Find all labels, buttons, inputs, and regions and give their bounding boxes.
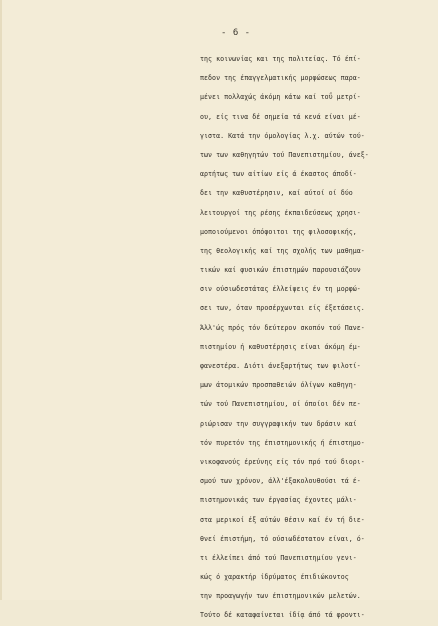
text-line: κώς ό χαρακτήρ ίδρύματος έπιδιώκοντος	[200, 573, 349, 582]
text-line: γιστα. Κατά την όμολογίας λ.χ. αύτών τού-	[200, 131, 365, 140]
text-line: σει των, όταν προσέρχωνται είς έξετάσεις.	[200, 304, 365, 313]
text-line: της κοινωνίας και της πολιτείας. Τό έπί-	[200, 55, 361, 63]
text-line: αρτήτως των αίτίων είς ά έκαστος άποδί-	[200, 170, 357, 179]
text-line: θνεί έπιστήμη, τό ούσιωδέστατον είναι, ό-	[200, 534, 365, 543]
text-line: ου, είς τινα δέ σημεία τά κενά είναι μέ-	[200, 112, 361, 121]
text-line: την προαγωγήν των έπιστημονικών μελετών.	[200, 592, 361, 601]
text-line: στα μερικοί έξ αύτών θέσιν καί έν τή διε-	[200, 515, 365, 524]
text-line: των των καθηγητών τού Πανεπιστημίου, άνεξ-	[200, 150, 369, 159]
text-line: δει την καθυστέρησιν, καί αύτοί οί δύο	[200, 189, 353, 198]
text-line: μοποιούμενοι όπόφοιτοι της φιλοσοφικής,	[200, 227, 357, 236]
text-line: νικοφανούς έρεύνης είς τόν πρό τού διορι-	[200, 457, 365, 466]
text-line: Άλλ'ώς πρός τόν δεύτερον σκοπόν τού Πανε-	[200, 323, 365, 332]
text-line: Τούτο δέ καταφαίνεται ίδίᾳ άπό τά φροντι-	[200, 611, 365, 620]
text-line: τικών καί φυσικών έπιστημών παρουσιάζουν	[200, 266, 361, 275]
text-line: φανεστέρα. Διότι άνεξαρτήτως των φιλοτί-	[200, 362, 361, 370]
text-line: λειτουργοί της ρέσης έκπαιδεύσεως χρησι-	[200, 208, 361, 217]
text-line: μων άτομικών προσπαθειών όλίγων καθηγη-	[200, 381, 357, 390]
body-text	[200, 50, 432, 626]
text-line: πιστημονικάς των έργασίας έχοντες μάλι-	[200, 496, 357, 505]
text-line: τι έλλείπει άπό τού Πανεπιστημίου γενι-	[200, 553, 357, 562]
text-line: σμού των χρόνον, άλλ'έξακολουθούσι τά έ-	[200, 477, 361, 486]
text-line: πιστημίου ή καθυστέρησις είναι άκόμη έμ-	[200, 342, 361, 351]
text-line: τών τού Πανεπιστημίου, οί όποίοι δέν πε-	[200, 400, 361, 409]
page-number: - 6 -	[221, 28, 251, 38]
text-line: πεδον της έπαγγελματικής μορφώσεως παρα-	[200, 74, 361, 83]
text-line: ριώρισαν την συγγραφικήν των δράσιν καί	[200, 419, 357, 428]
text-line: σιν ούσιωδεστάτας έλλείψεις έν τη μορφώ-	[200, 285, 361, 294]
text-line: τόν πυρετόν της έπιστημονικής ή έπιστημο-	[200, 438, 365, 447]
text-line: της θεολογικής καί της σχολής των μαθημα-	[200, 246, 365, 255]
text-line: μένει πολλαχώς άκόμη κάτω καί τοΰ μετρί-	[200, 93, 361, 102]
